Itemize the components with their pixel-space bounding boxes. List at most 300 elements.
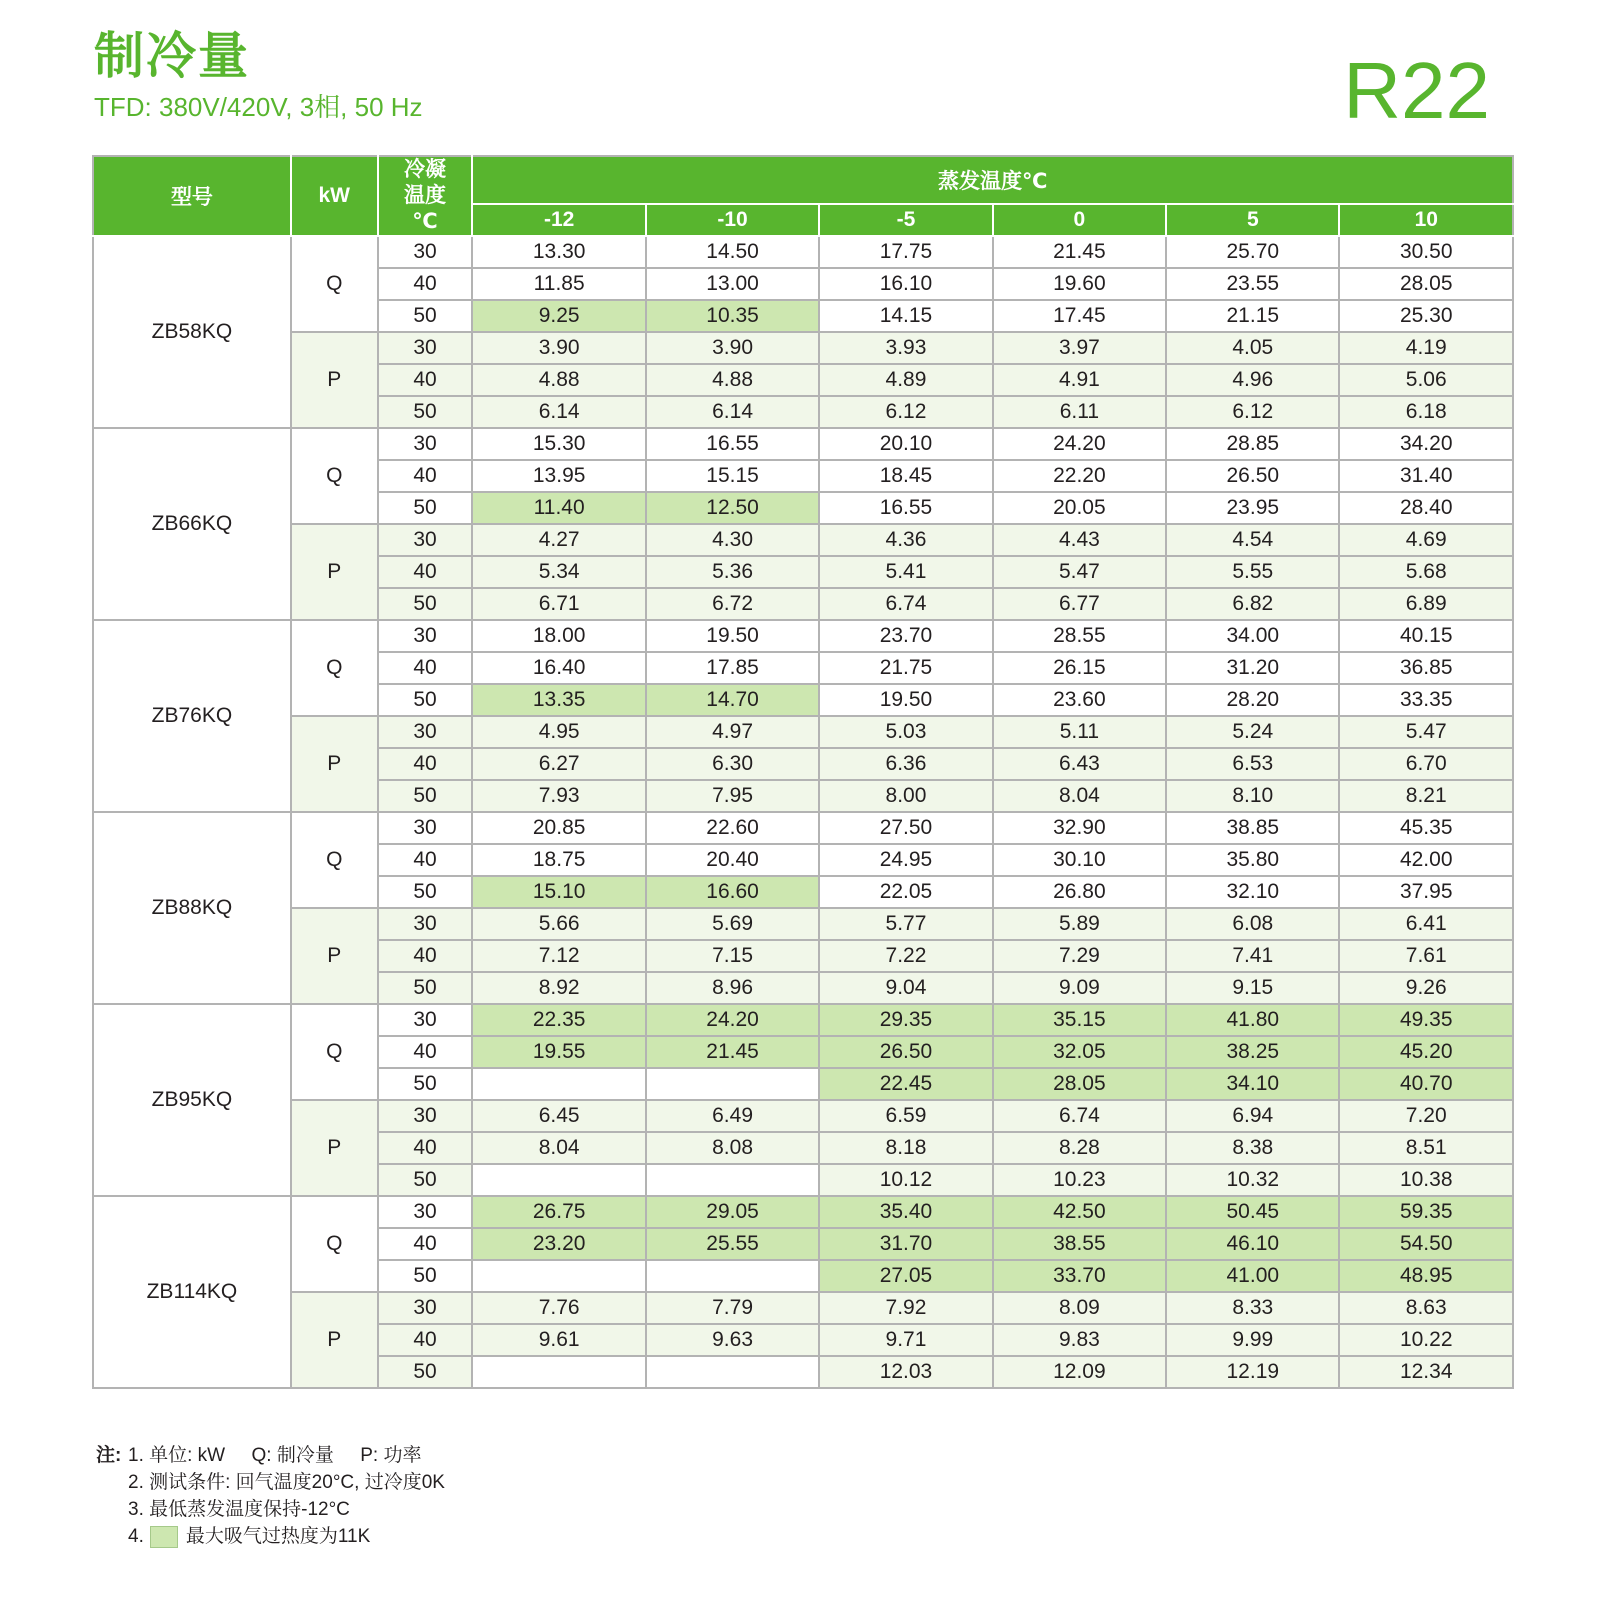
value-cell: 13.95 bbox=[472, 460, 645, 492]
value-cell bbox=[646, 1356, 819, 1388]
value-cell: 14.70 bbox=[646, 684, 819, 716]
value-cell: 4.97 bbox=[646, 716, 819, 748]
note-1 bbox=[96, 1442, 445, 1469]
kw-cell: P bbox=[291, 1292, 378, 1388]
value-cell: 4.27 bbox=[472, 524, 645, 556]
value-cell bbox=[472, 1068, 645, 1100]
value-cell: 6.12 bbox=[1166, 396, 1339, 428]
value-cell: 9.09 bbox=[993, 972, 1166, 1004]
model-cell: ZB114KQ bbox=[93, 1196, 291, 1388]
value-cell: 8.00 bbox=[819, 780, 992, 812]
value-cell: 18.75 bbox=[472, 844, 645, 876]
condensing-temp-cell: 50 bbox=[378, 1164, 473, 1196]
value-cell: 38.85 bbox=[1166, 812, 1339, 844]
page-subtitle: TFD: 380V/420V, 3相, 50 Hz bbox=[94, 92, 423, 122]
value-cell: 20.85 bbox=[472, 812, 645, 844]
value-cell: 34.20 bbox=[1339, 428, 1513, 460]
value-cell: 5.11 bbox=[993, 716, 1166, 748]
value-cell: 6.74 bbox=[819, 588, 992, 620]
value-cell: 7.29 bbox=[993, 940, 1166, 972]
value-cell: 22.20 bbox=[993, 460, 1166, 492]
value-cell: 5.06 bbox=[1339, 364, 1513, 396]
value-cell: 5.03 bbox=[819, 716, 992, 748]
value-cell: 5.41 bbox=[819, 556, 992, 588]
value-cell: 33.70 bbox=[993, 1260, 1166, 1292]
value-cell: 12.50 bbox=[646, 492, 819, 524]
value-cell: 12.03 bbox=[819, 1356, 992, 1388]
value-cell: 3.93 bbox=[819, 332, 992, 364]
condensing-temp-cell: 30 bbox=[378, 908, 473, 940]
kw-cell: P bbox=[291, 908, 378, 1004]
value-cell: 29.05 bbox=[646, 1196, 819, 1228]
value-cell: 13.30 bbox=[472, 236, 645, 268]
value-cell: 42.00 bbox=[1339, 844, 1513, 876]
kw-cell: Q bbox=[291, 1196, 378, 1292]
value-cell: 4.88 bbox=[472, 364, 645, 396]
legend-number: 4. bbox=[128, 1526, 144, 1547]
value-cell: 24.20 bbox=[993, 428, 1166, 460]
value-cell: 19.50 bbox=[646, 620, 819, 652]
value-cell: 23.95 bbox=[1166, 492, 1339, 524]
value-cell: 42.50 bbox=[993, 1196, 1166, 1228]
value-cell: 31.70 bbox=[819, 1228, 992, 1260]
value-cell: 4.36 bbox=[819, 524, 992, 556]
value-cell: 31.40 bbox=[1339, 460, 1513, 492]
value-cell: 14.50 bbox=[646, 236, 819, 268]
performance-table bbox=[92, 155, 1514, 1389]
condensing-temp-cell: 40 bbox=[378, 1228, 473, 1260]
value-cell: 4.95 bbox=[472, 716, 645, 748]
value-cell: 26.15 bbox=[993, 652, 1166, 684]
value-cell: 26.50 bbox=[1166, 460, 1339, 492]
condensing-temp-cell: 40 bbox=[378, 364, 473, 396]
value-cell: 9.99 bbox=[1166, 1324, 1339, 1356]
value-cell: 13.00 bbox=[646, 268, 819, 300]
condensing-temp-cell: 30 bbox=[378, 236, 473, 268]
value-cell: 6.71 bbox=[472, 588, 645, 620]
value-cell: 41.80 bbox=[1166, 1004, 1339, 1036]
value-cell: 8.63 bbox=[1339, 1292, 1513, 1324]
value-cell bbox=[646, 1068, 819, 1100]
value-cell: 23.60 bbox=[993, 684, 1166, 716]
table-row bbox=[93, 1196, 1513, 1228]
value-cell: 5.89 bbox=[993, 908, 1166, 940]
value-cell: 6.72 bbox=[646, 588, 819, 620]
value-cell: 7.79 bbox=[646, 1292, 819, 1324]
value-cell: 48.95 bbox=[1339, 1260, 1513, 1292]
value-cell: 22.35 bbox=[472, 1004, 645, 1036]
header-cond-line-3: ℃ bbox=[412, 210, 438, 233]
condensing-temp-cell: 30 bbox=[378, 428, 473, 460]
value-cell: 23.55 bbox=[1166, 268, 1339, 300]
value-cell: 9.15 bbox=[1166, 972, 1339, 1004]
value-cell: 27.05 bbox=[819, 1260, 992, 1292]
table-row bbox=[93, 812, 1513, 844]
value-cell: 7.76 bbox=[472, 1292, 645, 1324]
condensing-temp-cell: 30 bbox=[378, 1292, 473, 1324]
value-cell: 32.05 bbox=[993, 1036, 1166, 1068]
condensing-temp-cell: 50 bbox=[378, 396, 473, 428]
value-cell: 24.95 bbox=[819, 844, 992, 876]
value-cell: 40.70 bbox=[1339, 1068, 1513, 1100]
table-row bbox=[93, 524, 1513, 556]
value-cell: 4.91 bbox=[993, 364, 1166, 396]
value-cell: 29.35 bbox=[819, 1004, 992, 1036]
value-cell: 7.95 bbox=[646, 780, 819, 812]
value-cell: 13.35 bbox=[472, 684, 645, 716]
value-cell bbox=[646, 1260, 819, 1292]
value-cell: 10.35 bbox=[646, 300, 819, 332]
value-cell: 19.55 bbox=[472, 1036, 645, 1068]
value-cell: 4.69 bbox=[1339, 524, 1513, 556]
condensing-temp-cell: 40 bbox=[378, 748, 473, 780]
value-cell: 4.54 bbox=[1166, 524, 1339, 556]
condensing-temp-cell: 50 bbox=[378, 780, 473, 812]
value-cell: 6.94 bbox=[1166, 1100, 1339, 1132]
value-cell: 26.50 bbox=[819, 1036, 992, 1068]
condensing-temp-cell: 30 bbox=[378, 716, 473, 748]
condensing-temp-cell: 50 bbox=[378, 1068, 473, 1100]
table-row bbox=[93, 236, 1513, 268]
value-cell: 54.50 bbox=[1339, 1228, 1513, 1260]
value-cell: 59.35 bbox=[1339, 1196, 1513, 1228]
value-cell bbox=[472, 1356, 645, 1388]
value-cell: 5.55 bbox=[1166, 556, 1339, 588]
value-cell: 5.34 bbox=[472, 556, 645, 588]
value-cell: 15.10 bbox=[472, 876, 645, 908]
value-cell: 16.10 bbox=[819, 268, 992, 300]
value-cell: 8.92 bbox=[472, 972, 645, 1004]
value-cell: 37.95 bbox=[1339, 876, 1513, 908]
value-cell: 12.19 bbox=[1166, 1356, 1339, 1388]
value-cell: 22.05 bbox=[819, 876, 992, 908]
kw-cell: P bbox=[291, 1100, 378, 1196]
condensing-temp-cell: 30 bbox=[378, 812, 473, 844]
value-cell: 17.45 bbox=[993, 300, 1166, 332]
value-cell: 6.59 bbox=[819, 1100, 992, 1132]
condensing-temp-cell: 40 bbox=[378, 844, 473, 876]
value-cell: 30.50 bbox=[1339, 236, 1513, 268]
value-cell: 4.89 bbox=[819, 364, 992, 396]
value-cell: 7.15 bbox=[646, 940, 819, 972]
value-cell: 28.40 bbox=[1339, 492, 1513, 524]
table-row bbox=[93, 620, 1513, 652]
table-row bbox=[93, 1004, 1513, 1036]
value-cell: 20.10 bbox=[819, 428, 992, 460]
note-text: 3. 最低蒸发温度保持-12°C bbox=[128, 1499, 350, 1520]
value-cell: 14.15 bbox=[819, 300, 992, 332]
notes-prefix: 注: bbox=[96, 1445, 122, 1466]
value-cell: 17.75 bbox=[819, 236, 992, 268]
value-cell: 9.26 bbox=[1339, 972, 1513, 1004]
value-cell: 10.23 bbox=[993, 1164, 1166, 1196]
value-cell: 50.45 bbox=[1166, 1196, 1339, 1228]
value-cell: 45.20 bbox=[1339, 1036, 1513, 1068]
value-cell: 8.51 bbox=[1339, 1132, 1513, 1164]
value-cell: 19.60 bbox=[993, 268, 1166, 300]
condensing-temp-cell: 30 bbox=[378, 1196, 473, 1228]
value-cell: 7.22 bbox=[819, 940, 992, 972]
condensing-temp-cell: 40 bbox=[378, 1324, 473, 1356]
header-kw: kW bbox=[291, 156, 378, 236]
value-cell: 25.70 bbox=[1166, 236, 1339, 268]
table-row bbox=[93, 1292, 1513, 1324]
value-cell: 4.96 bbox=[1166, 364, 1339, 396]
value-cell: 16.55 bbox=[646, 428, 819, 460]
value-cell: 32.10 bbox=[1166, 876, 1339, 908]
value-cell: 12.34 bbox=[1339, 1356, 1513, 1388]
page-title: 制冷量 bbox=[94, 28, 250, 84]
header-evap-temp: 5 bbox=[1166, 204, 1339, 236]
value-cell: 10.32 bbox=[1166, 1164, 1339, 1196]
condensing-temp-cell: 40 bbox=[378, 556, 473, 588]
value-cell: 5.68 bbox=[1339, 556, 1513, 588]
table-row bbox=[93, 908, 1513, 940]
value-cell: 16.60 bbox=[646, 876, 819, 908]
value-cell: 5.47 bbox=[993, 556, 1166, 588]
note-4 bbox=[96, 1523, 445, 1550]
value-cell: 33.35 bbox=[1339, 684, 1513, 716]
value-cell: 20.40 bbox=[646, 844, 819, 876]
value-cell: 6.82 bbox=[1166, 588, 1339, 620]
value-cell: 35.80 bbox=[1166, 844, 1339, 876]
value-cell: 28.20 bbox=[1166, 684, 1339, 716]
note-2 bbox=[96, 1469, 445, 1496]
condensing-temp-cell: 30 bbox=[378, 524, 473, 556]
value-cell: 6.27 bbox=[472, 748, 645, 780]
value-cell: 20.05 bbox=[993, 492, 1166, 524]
value-cell: 7.92 bbox=[819, 1292, 992, 1324]
model-cell: ZB58KQ bbox=[93, 236, 291, 428]
value-cell: 5.47 bbox=[1339, 716, 1513, 748]
value-cell: 19.50 bbox=[819, 684, 992, 716]
value-cell: 34.10 bbox=[1166, 1068, 1339, 1100]
header-evap-temp: -12 bbox=[472, 204, 645, 236]
value-cell: 10.38 bbox=[1339, 1164, 1513, 1196]
condensing-temp-cell: 30 bbox=[378, 332, 473, 364]
value-cell: 46.10 bbox=[1166, 1228, 1339, 1260]
value-cell: 8.08 bbox=[646, 1132, 819, 1164]
value-cell: 40.15 bbox=[1339, 620, 1513, 652]
condensing-temp-cell: 50 bbox=[378, 1356, 473, 1388]
value-cell: 35.40 bbox=[819, 1196, 992, 1228]
value-cell: 4.30 bbox=[646, 524, 819, 556]
condensing-temp-cell: 40 bbox=[378, 1036, 473, 1068]
value-cell: 17.85 bbox=[646, 652, 819, 684]
value-cell: 28.05 bbox=[1339, 268, 1513, 300]
value-cell: 16.40 bbox=[472, 652, 645, 684]
value-cell: 10.12 bbox=[819, 1164, 992, 1196]
value-cell: 22.60 bbox=[646, 812, 819, 844]
legend-text: 最大吸气过热度为11K bbox=[185, 1526, 371, 1547]
header-evaporating-temp: 蒸发温度℃ bbox=[472, 156, 1513, 204]
kw-cell: Q bbox=[291, 428, 378, 524]
value-cell: 9.83 bbox=[993, 1324, 1166, 1356]
model-cell: ZB66KQ bbox=[93, 428, 291, 620]
kw-cell: Q bbox=[291, 620, 378, 716]
value-cell: 9.61 bbox=[472, 1324, 645, 1356]
value-cell: 9.04 bbox=[819, 972, 992, 1004]
condensing-temp-cell: 50 bbox=[378, 876, 473, 908]
value-cell: 34.00 bbox=[1166, 620, 1339, 652]
condensing-temp-cell: 30 bbox=[378, 1100, 473, 1132]
value-cell: 6.74 bbox=[993, 1100, 1166, 1132]
value-cell: 8.04 bbox=[472, 1132, 645, 1164]
value-cell: 15.30 bbox=[472, 428, 645, 460]
value-cell: 21.45 bbox=[993, 236, 1166, 268]
value-cell: 7.12 bbox=[472, 940, 645, 972]
value-cell: 22.45 bbox=[819, 1068, 992, 1100]
value-cell: 7.61 bbox=[1339, 940, 1513, 972]
value-cell: 28.85 bbox=[1166, 428, 1339, 460]
notes bbox=[96, 1442, 445, 1550]
kw-cell: P bbox=[291, 524, 378, 620]
value-cell: 6.49 bbox=[646, 1100, 819, 1132]
value-cell: 3.90 bbox=[472, 332, 645, 364]
refrigerant-label: R22 bbox=[1343, 46, 1490, 135]
header-cond-line-2: 温度 bbox=[404, 184, 447, 207]
value-cell: 9.25 bbox=[472, 300, 645, 332]
value-cell: 6.45 bbox=[472, 1100, 645, 1132]
value-cell: 23.20 bbox=[472, 1228, 645, 1260]
value-cell: 36.85 bbox=[1339, 652, 1513, 684]
condensing-temp-cell: 30 bbox=[378, 1004, 473, 1036]
value-cell: 21.45 bbox=[646, 1036, 819, 1068]
value-cell: 27.50 bbox=[819, 812, 992, 844]
kw-cell: Q bbox=[291, 1004, 378, 1100]
value-cell: 41.00 bbox=[1166, 1260, 1339, 1292]
value-cell: 6.08 bbox=[1166, 908, 1339, 940]
header-evap-temp: 10 bbox=[1339, 204, 1513, 236]
value-cell: 18.45 bbox=[819, 460, 992, 492]
value-cell: 5.36 bbox=[646, 556, 819, 588]
value-cell: 25.55 bbox=[646, 1228, 819, 1260]
condensing-temp-cell: 40 bbox=[378, 940, 473, 972]
value-cell: 7.93 bbox=[472, 780, 645, 812]
header-evap-temp: 0 bbox=[993, 204, 1166, 236]
value-cell bbox=[472, 1164, 645, 1196]
table-row bbox=[93, 716, 1513, 748]
value-cell: 11.40 bbox=[472, 492, 645, 524]
condensing-temp-cell: 50 bbox=[378, 588, 473, 620]
value-cell: 8.28 bbox=[993, 1132, 1166, 1164]
condensing-temp-cell: 30 bbox=[378, 620, 473, 652]
value-cell: 15.15 bbox=[646, 460, 819, 492]
value-cell: 21.75 bbox=[819, 652, 992, 684]
value-cell: 5.24 bbox=[1166, 716, 1339, 748]
header-model: 型号 bbox=[93, 156, 291, 236]
table-row bbox=[93, 1100, 1513, 1132]
value-cell: 38.55 bbox=[993, 1228, 1166, 1260]
value-cell: 6.43 bbox=[993, 748, 1166, 780]
value-cell: 4.05 bbox=[1166, 332, 1339, 364]
value-cell: 8.10 bbox=[1166, 780, 1339, 812]
value-cell: 6.70 bbox=[1339, 748, 1513, 780]
value-cell: 10.22 bbox=[1339, 1324, 1513, 1356]
value-cell: 6.89 bbox=[1339, 588, 1513, 620]
condensing-temp-cell: 50 bbox=[378, 300, 473, 332]
value-cell: 8.33 bbox=[1166, 1292, 1339, 1324]
value-cell: 12.09 bbox=[993, 1356, 1166, 1388]
condensing-temp-cell: 40 bbox=[378, 460, 473, 492]
condensing-temp-cell: 50 bbox=[378, 684, 473, 716]
header-evap-temp: -5 bbox=[819, 204, 992, 236]
value-cell: 28.05 bbox=[993, 1068, 1166, 1100]
value-cell: 8.09 bbox=[993, 1292, 1166, 1324]
value-cell: 38.25 bbox=[1166, 1036, 1339, 1068]
note-3 bbox=[96, 1496, 445, 1523]
kw-cell: P bbox=[291, 716, 378, 812]
value-cell: 21.15 bbox=[1166, 300, 1339, 332]
legend-swatch bbox=[150, 1526, 178, 1548]
value-cell: 8.96 bbox=[646, 972, 819, 1004]
value-cell: 31.20 bbox=[1166, 652, 1339, 684]
condensing-temp-cell: 50 bbox=[378, 1260, 473, 1292]
value-cell: 6.77 bbox=[993, 588, 1166, 620]
value-cell: 5.66 bbox=[472, 908, 645, 940]
kw-cell: Q bbox=[291, 236, 378, 332]
value-cell: 6.12 bbox=[819, 396, 992, 428]
model-cell: ZB76KQ bbox=[93, 620, 291, 812]
value-cell: 24.20 bbox=[646, 1004, 819, 1036]
value-cell: 49.35 bbox=[1339, 1004, 1513, 1036]
value-cell: 8.21 bbox=[1339, 780, 1513, 812]
value-cell bbox=[472, 1260, 645, 1292]
value-cell: 7.20 bbox=[1339, 1100, 1513, 1132]
kw-cell: Q bbox=[291, 812, 378, 908]
condensing-temp-cell: 50 bbox=[378, 492, 473, 524]
value-cell: 35.15 bbox=[993, 1004, 1166, 1036]
value-cell bbox=[646, 1164, 819, 1196]
value-cell: 6.11 bbox=[993, 396, 1166, 428]
value-cell: 16.55 bbox=[819, 492, 992, 524]
value-cell: 6.14 bbox=[646, 396, 819, 428]
value-cell: 28.55 bbox=[993, 620, 1166, 652]
model-cell: ZB95KQ bbox=[93, 1004, 291, 1196]
value-cell: 8.18 bbox=[819, 1132, 992, 1164]
value-cell: 6.30 bbox=[646, 748, 819, 780]
value-cell: 26.80 bbox=[993, 876, 1166, 908]
note-text: 2. 测试条件: 回气温度20°C, 过冷度0K bbox=[128, 1472, 445, 1493]
value-cell: 4.19 bbox=[1339, 332, 1513, 364]
value-cell: 4.43 bbox=[993, 524, 1166, 556]
table-row bbox=[93, 428, 1513, 460]
condensing-temp-cell: 40 bbox=[378, 1132, 473, 1164]
value-cell: 7.41 bbox=[1166, 940, 1339, 972]
value-cell: 23.70 bbox=[819, 620, 992, 652]
note-text: 1. 单位: kW Q: 制冷量 P: 功率 bbox=[128, 1445, 422, 1466]
value-cell: 11.85 bbox=[472, 268, 645, 300]
value-cell: 32.90 bbox=[993, 812, 1166, 844]
condensing-temp-cell: 50 bbox=[378, 972, 473, 1004]
table-row bbox=[93, 332, 1513, 364]
value-cell: 18.00 bbox=[472, 620, 645, 652]
header-condensing-temp bbox=[378, 156, 473, 236]
value-cell: 45.35 bbox=[1339, 812, 1513, 844]
value-cell: 6.14 bbox=[472, 396, 645, 428]
model-cell: ZB88KQ bbox=[93, 812, 291, 1004]
kw-cell: P bbox=[291, 332, 378, 428]
value-cell: 5.77 bbox=[819, 908, 992, 940]
condensing-temp-cell: 40 bbox=[378, 268, 473, 300]
header-evap-temp: -10 bbox=[646, 204, 819, 236]
condensing-temp-cell: 40 bbox=[378, 652, 473, 684]
value-cell: 30.10 bbox=[993, 844, 1166, 876]
value-cell: 4.88 bbox=[646, 364, 819, 396]
value-cell: 8.38 bbox=[1166, 1132, 1339, 1164]
value-cell: 6.53 bbox=[1166, 748, 1339, 780]
header-cond-line-1: 冷凝 bbox=[404, 158, 447, 181]
